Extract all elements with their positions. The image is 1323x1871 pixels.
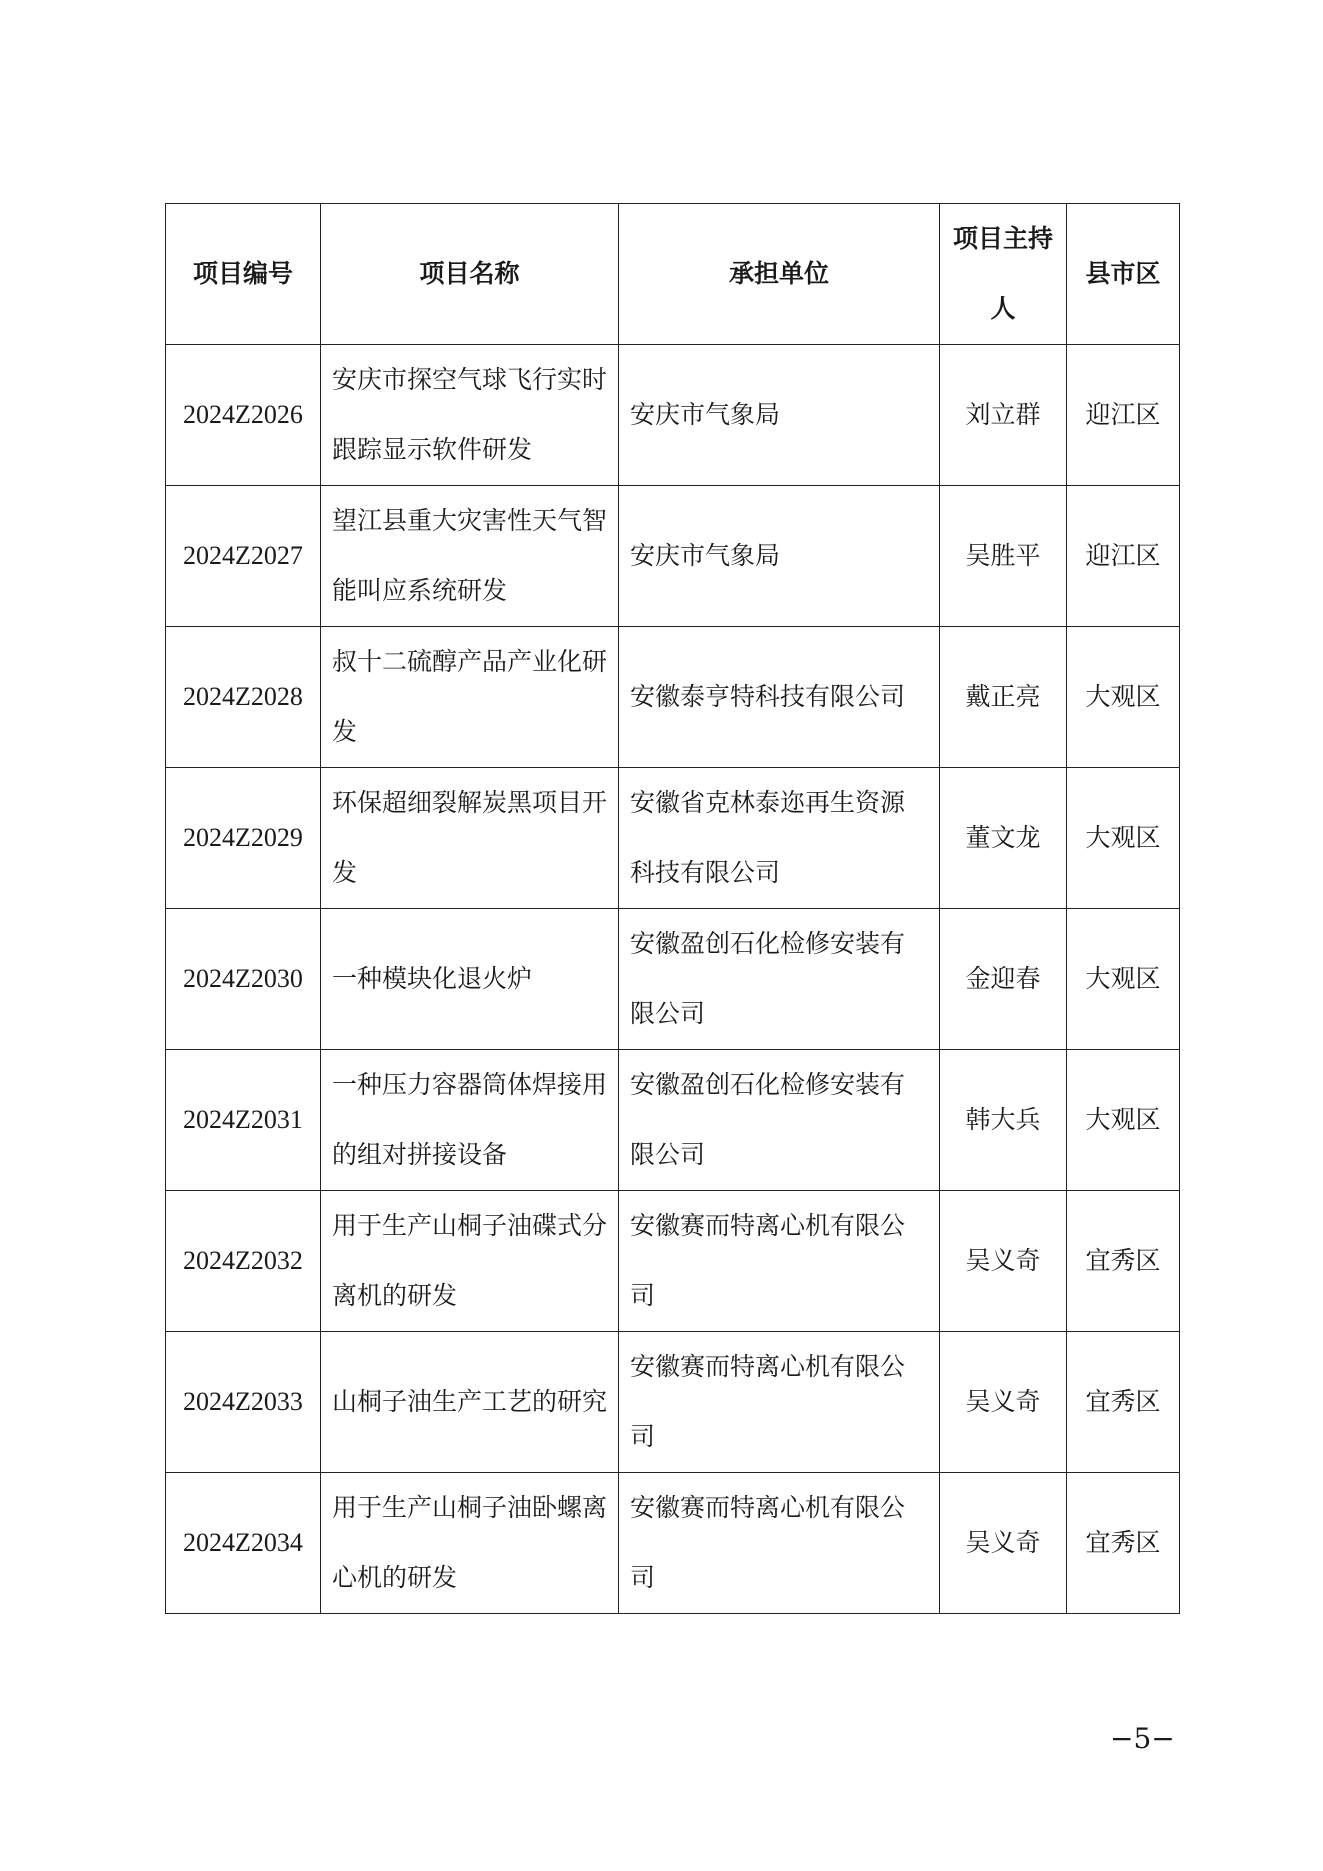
cell-project-code: 2024Z2032 [166, 1191, 321, 1332]
cell-district: 大观区 [1067, 627, 1180, 768]
cell-project-name: 用于生产山桐子油碟式分离机的研发 [321, 1191, 619, 1332]
table-row [166, 768, 1180, 909]
table-body [166, 345, 1180, 1614]
cell-undertaking-unit: 安徽泰亨特科技有限公司 [619, 627, 940, 768]
table-row [166, 909, 1180, 1050]
cell-district: 宜秀区 [1067, 1332, 1180, 1473]
cell-project-name: 环保超细裂解炭黑项目开发 [321, 768, 619, 909]
cell-project-host: 金迎春 [940, 909, 1067, 1050]
cell-project-host: 韩大兵 [940, 1050, 1067, 1191]
cell-undertaking-unit: 安徽赛而特离心机有限公司 [619, 1191, 940, 1332]
cell-district: 迎江区 [1067, 345, 1180, 486]
cell-district: 大观区 [1067, 768, 1180, 909]
cell-project-host: 戴正亮 [940, 627, 1067, 768]
cell-project-code: 2024Z2031 [166, 1050, 321, 1191]
cell-project-host: 刘立群 [940, 345, 1067, 486]
cell-undertaking-unit: 安徽盈创石化检修安装有限公司 [619, 909, 940, 1050]
cell-project-code: 2024Z2028 [166, 627, 321, 768]
cell-undertaking-unit: 安庆市气象局 [619, 486, 940, 627]
cell-project-host: 吴义奇 [940, 1473, 1067, 1614]
cell-project-name: 安庆市探空气球飞行实时跟踪显示软件研发 [321, 345, 619, 486]
cell-district: 大观区 [1067, 909, 1180, 1050]
table-row [166, 486, 1180, 627]
cell-project-code: 2024Z2030 [166, 909, 321, 1050]
cell-district: 大观区 [1067, 1050, 1180, 1191]
project-table [165, 203, 1180, 1614]
cell-undertaking-unit: 安徽赛而特离心机有限公司 [619, 1473, 940, 1614]
table-row [166, 1191, 1180, 1332]
header-project-code: 项目编号 [166, 204, 321, 345]
cell-district: 迎江区 [1067, 486, 1180, 627]
cell-project-name: 山桐子油生产工艺的研究 [321, 1332, 619, 1473]
table-header [166, 204, 1180, 345]
cell-project-name: 一种压力容器筒体焊接用的组对拼接设备 [321, 1050, 619, 1191]
cell-project-code: 2024Z2029 [166, 768, 321, 909]
header-district: 县市区 [1067, 204, 1180, 345]
cell-project-host: 吴胜平 [940, 486, 1067, 627]
header-undertaking-unit: 承担单位 [619, 204, 940, 345]
cell-project-host: 董文龙 [940, 768, 1067, 909]
table-row [166, 627, 1180, 768]
cell-project-code: 2024Z2034 [166, 1473, 321, 1614]
cell-project-name: 一种模块化退火炉 [321, 909, 619, 1050]
cell-project-name: 叔十二硫醇产品产业化研发 [321, 627, 619, 768]
cell-undertaking-unit: 安徽省克林泰迩再生资源科技有限公司 [619, 768, 940, 909]
header-row [166, 204, 1180, 345]
cell-district: 宜秀区 [1067, 1191, 1180, 1332]
cell-district: 宜秀区 [1067, 1473, 1180, 1614]
page-number: −5− [1110, 1722, 1175, 1755]
table-row [166, 1473, 1180, 1614]
table-row [166, 1050, 1180, 1191]
cell-project-name: 望江县重大灾害性天气智能叫应系统研发 [321, 486, 619, 627]
header-project-name: 项目名称 [321, 204, 619, 345]
cell-project-code: 2024Z2027 [166, 486, 321, 627]
header-project-host: 项目主持人 [940, 204, 1067, 345]
cell-project-code: 2024Z2026 [166, 345, 321, 486]
cell-project-code: 2024Z2033 [166, 1332, 321, 1473]
table-row [166, 345, 1180, 486]
cell-undertaking-unit: 安徽赛而特离心机有限公司 [619, 1332, 940, 1473]
cell-project-host: 吴义奇 [940, 1332, 1067, 1473]
cell-project-host: 吴义奇 [940, 1191, 1067, 1332]
cell-undertaking-unit: 安庆市气象局 [619, 345, 940, 486]
cell-project-name: 用于生产山桐子油卧螺离心机的研发 [321, 1473, 619, 1614]
table-row [166, 1332, 1180, 1473]
cell-undertaking-unit: 安徽盈创石化检修安装有限公司 [619, 1050, 940, 1191]
